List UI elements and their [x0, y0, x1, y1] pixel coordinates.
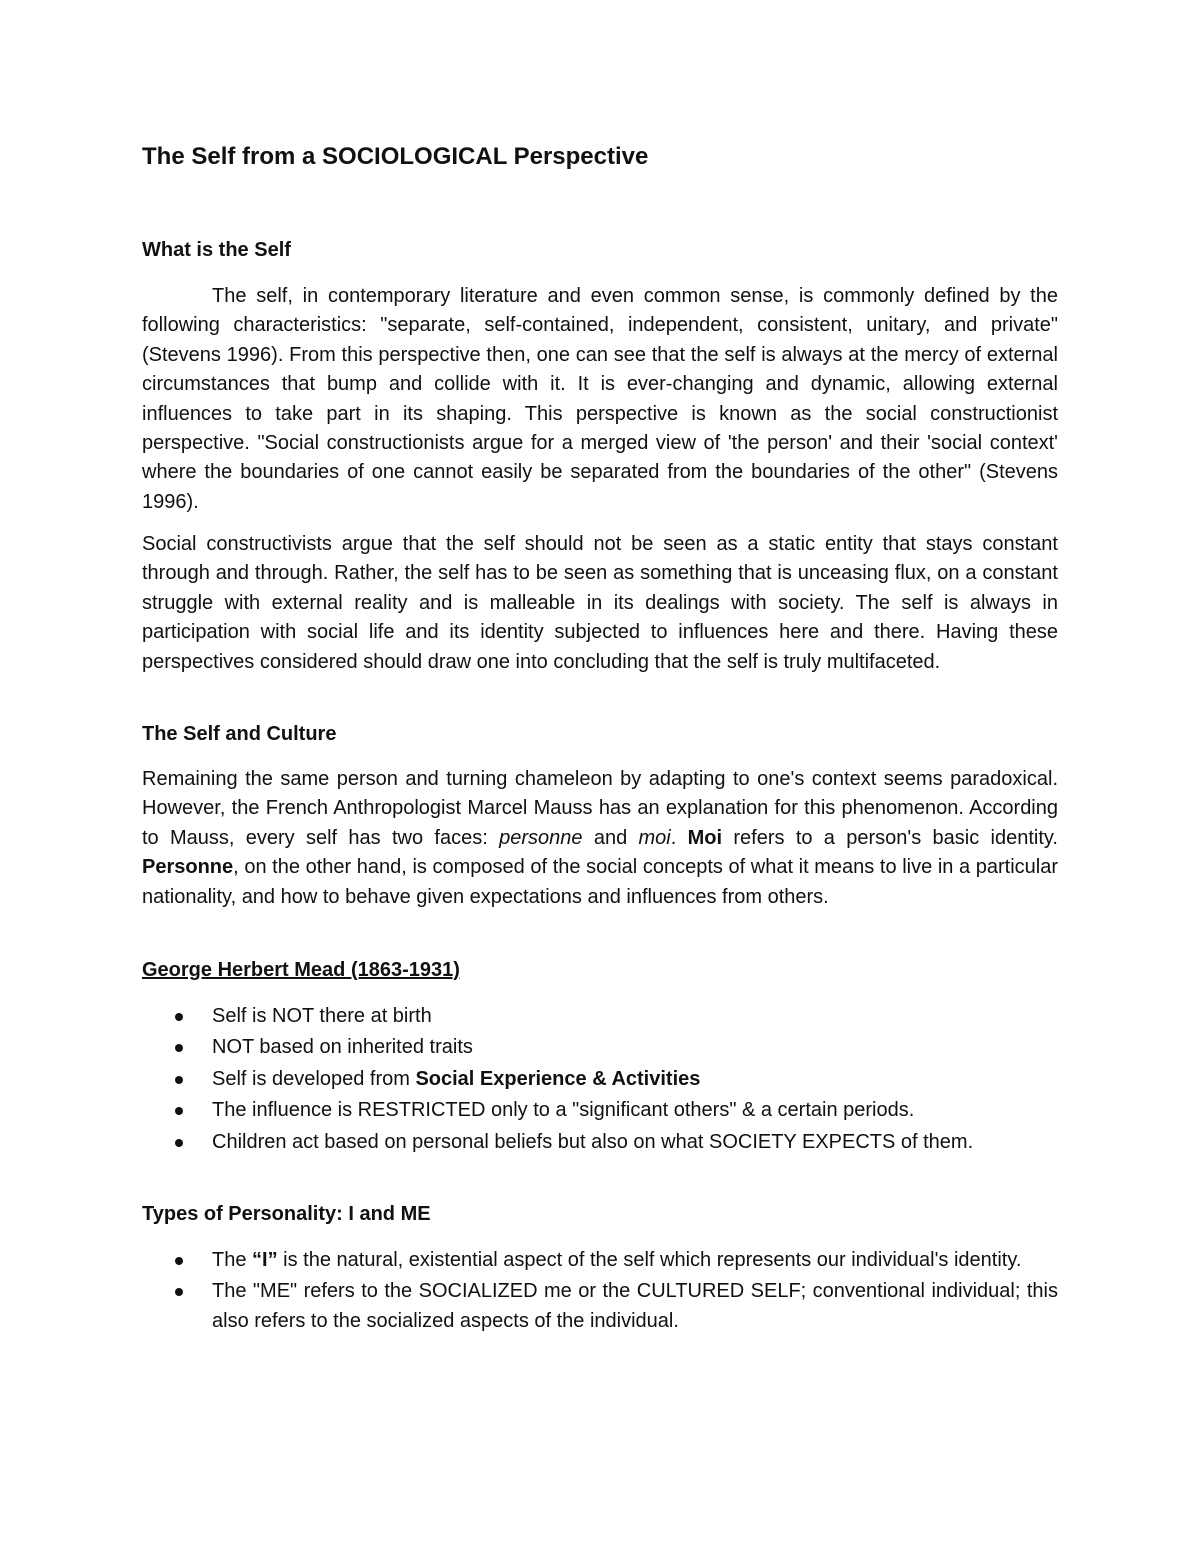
bullet-dot-icon: [175, 1139, 183, 1147]
culture-text-b: refers to a person's basic identity.: [722, 826, 1058, 849]
personne-bold: Personne: [142, 856, 234, 879]
paragraph-self-and-culture: [142, 765, 1058, 912]
period-space: .: [670, 826, 688, 849]
culture-text-c: , on the other hand, is composed of the social concepts of what it means to live in a particular nationality, and how to behave given expectations and influences from others.: [142, 856, 1058, 908]
bullet-dot-icon: [175, 1013, 183, 1021]
personality-bullet-list: [142, 1246, 1058, 1336]
bullet-dot-icon: [175, 1076, 183, 1084]
list-item: Children act based on personal beliefs but also on what SOCIETY EXPECTS of them.: [142, 1128, 1058, 1157]
list-item: The influence is RESTRICTED only to a "significant others" & a certain periods.: [142, 1096, 1058, 1125]
bullet-dot-icon: [175, 1044, 183, 1052]
heading-self-and-culture: The Self and Culture: [142, 723, 337, 745]
and-word: and: [582, 826, 639, 849]
heading-george-herbert-mead: George Herbert Mead (1863-1931): [142, 959, 460, 981]
personne-italic: personne: [499, 826, 583, 849]
list-item: The "ME" refers to the SOCIALIZED me or the CULTURED SELF; conventional individual; this also refers to the socialized aspects of the individual.: [142, 1277, 1058, 1336]
heading-what-is-the-self: What is the Self: [142, 239, 291, 261]
list-item: Self is NOT there at birth: [142, 1002, 1058, 1031]
bullet-dot-icon: [175, 1288, 183, 1296]
mead-bullet-list: [142, 1002, 1058, 1157]
moi-bold: Moi: [687, 826, 723, 849]
paragraph-social-constructivists: Social constructivists argue that the self should not be seen as a static entity that stays constant through and through. Rather, the self has to be seen as something that is unceasing flux, on a constant struggle with external reality and is malleable in its dealings with society. The self is always in participation with social life and its identity subjected to influences here and there. Having these perspectives considered should draw one into concluding that the self is truly multifaceted.: [142, 533, 1058, 673]
moi-italic: moi: [638, 826, 671, 849]
list-item: NOT based on inherited traits: [142, 1033, 1058, 1062]
culture-text-a: Remaining the same person and turning chameleon by adapting to one's context seems paradoxical. However, the French Anthropologist Marcel Mauss has an explanation for this phenomenon. According to Mauss, every self has two faces:: [142, 768, 1058, 849]
document-title: The Self from a SOCIOLOGICAL Perspective: [142, 143, 649, 170]
list-item: The “I” is the natural, existential aspect of the self which represents our individual's identity.: [142, 1246, 1058, 1275]
heading-types-of-personality: Types of Personality: I and ME: [142, 1203, 431, 1225]
list-item: Self is developed from Social Experience & Activities: [142, 1065, 1058, 1094]
bullet-dot-icon: [175, 1107, 183, 1115]
bullet-dot-icon: [175, 1257, 183, 1265]
paragraph-self-definition: The self, in contemporary literature and even common sense, is commonly defined by the following characteristics: "separate, self-contained, independent, consistent, unitary, and private" (Stevens 1996). From this perspective then, one can see that the self is always at the mercy of external circumstances that bump and collide with it. It is ever-changing and dynamic, allowing external influences to take part in its shaping. This perspective is known as the social constructionist perspective. "Social constructionists argue for a merged view of 'the person' and their 'social context' where the boundaries of one cannot easily be separated from the boundaries of the other" (Stevens 1996).: [142, 285, 1058, 513]
